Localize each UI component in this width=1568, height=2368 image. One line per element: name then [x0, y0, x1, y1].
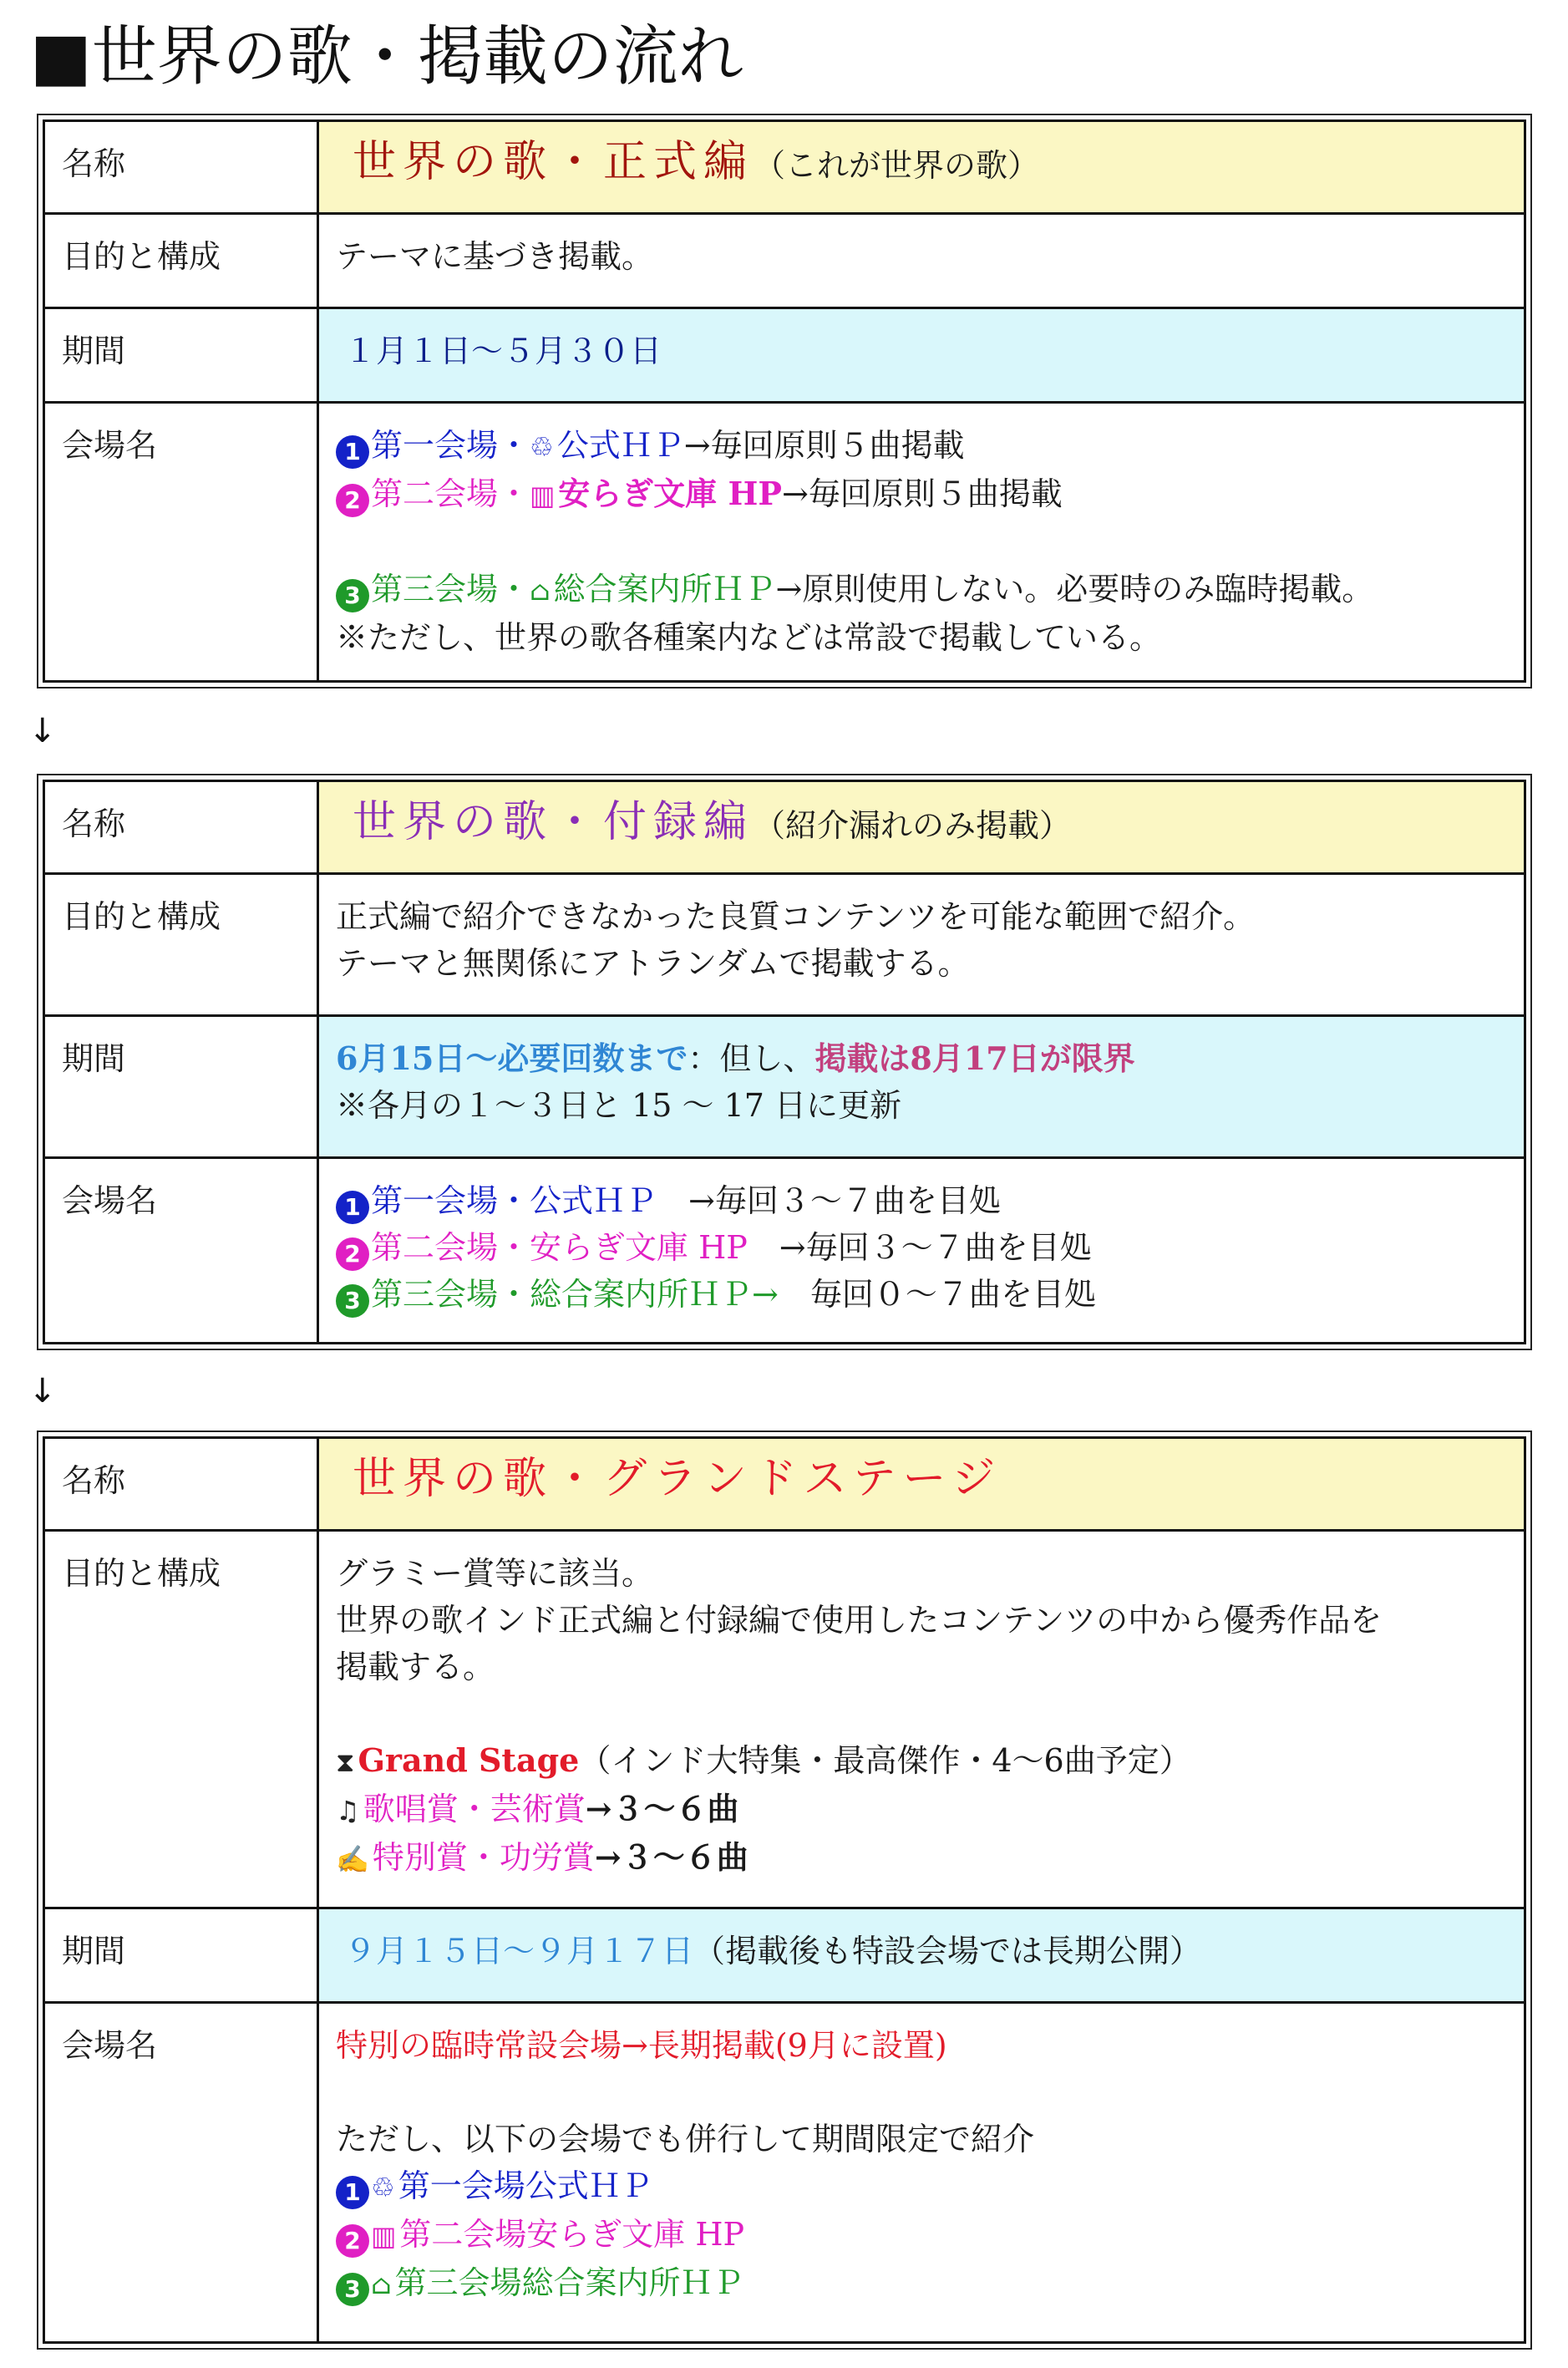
singers-icon: ♫ — [336, 1795, 360, 1827]
number-badge: 3 — [336, 2273, 369, 2306]
period-text: １月１日～５月３０日 — [344, 333, 662, 369]
table-row — [44, 874, 1525, 1016]
venue-value — [318, 2003, 1525, 2343]
venue-name: 第一会場公式ＨＰ — [398, 2167, 652, 2204]
venue-line-3 — [336, 566, 1524, 614]
venue-rule: →毎回３～７曲を目処 — [657, 1182, 1001, 1219]
table-row — [44, 2003, 1525, 2343]
section-title: 世界の歌・グランドステージ — [353, 1454, 1002, 1504]
period-value — [318, 1908, 1525, 2003]
official-table — [43, 119, 1526, 683]
row-label: 期間 — [44, 1016, 318, 1158]
number-badge: 1 — [336, 435, 369, 469]
row-label: 名称 — [44, 1438, 318, 1531]
award-count: →３～６曲 — [585, 1790, 739, 1827]
table-row — [44, 1016, 1525, 1158]
purpose-line: 世界の歌インド正式編と付録編で使用したコンテンツの中から優秀作品を — [336, 1602, 1383, 1639]
name-value — [318, 781, 1525, 874]
row-label: 名称 — [44, 121, 318, 214]
grand-stage-table — [43, 1436, 1526, 2344]
section-title: 世界の歌・付録編 — [353, 797, 754, 847]
appendix-table — [43, 780, 1526, 1344]
name-value — [318, 121, 1525, 214]
period-paren: （掲載後も特設会場では長期公開） — [693, 1933, 1202, 1969]
house-icon: ⌂ — [371, 2269, 392, 2300]
venue-name: 第二会場・安らぎ文庫 HP — [371, 1229, 748, 1266]
period-start: 6月15日～必要回数まで — [336, 1039, 688, 1077]
row-label: 会場名 — [44, 1158, 318, 1344]
writing-hand-icon: ✍ — [336, 1843, 369, 1875]
section-title: 世界の歌・正式編 — [353, 137, 754, 187]
venue-site: 総合案内所ＨＰ — [553, 571, 776, 607]
venue-line-2 — [336, 1224, 1524, 1271]
award-count: →３～６曲 — [594, 1838, 748, 1876]
purpose-line: 正式編で紹介できなかった良質コンテンツを可能な範囲で紹介。 — [336, 898, 1256, 935]
row-label: 会場名 — [44, 403, 318, 682]
venue-rule: 毎回０～７曲を目処 — [778, 1276, 1096, 1313]
grand-stage-line — [336, 1737, 1524, 1786]
venue-name: 第三会場・総合案内所ＨＰ→ — [371, 1276, 779, 1313]
section-grand-stage — [37, 1430, 1532, 2350]
venue-line-1 — [336, 422, 1524, 470]
row-label: 名称 — [44, 781, 318, 874]
number-badge: 2 — [336, 1237, 369, 1271]
period-value — [318, 1016, 1525, 1158]
purpose-line: グラミー賞等に該当。 — [336, 1555, 654, 1592]
venue-name: 第一会場・公式ＨＰ — [371, 1182, 657, 1219]
row-label: 目的と構成 — [44, 874, 318, 1016]
venue-note: ただし、以下の会場でも併行して期間限定で紹介 — [336, 2121, 1035, 2157]
flow-arrow: ↓ — [28, 712, 57, 750]
section-appendix — [37, 774, 1532, 1350]
venue-note: ※ただし、世界の歌各種案内などは常設で掲載している。 — [336, 619, 1162, 656]
table-row — [44, 1158, 1525, 1344]
table-row — [44, 121, 1525, 214]
purpose-value — [318, 1531, 1525, 1908]
venue-rule: →毎回３～７曲を目処 — [747, 1229, 1092, 1266]
page-title: ■世界の歌・掲載の流れ — [30, 19, 743, 94]
name-value — [318, 1438, 1525, 1531]
number-badge: 2 — [336, 484, 369, 517]
venue-special: 特別の臨時常設会場→長期掲載(9月に設置) — [336, 2027, 947, 2064]
row-label: 期間 — [44, 1908, 318, 2003]
venue-name: 第二会場・ — [371, 475, 530, 512]
award-name: 特別賞・功労賞 — [372, 1839, 595, 1876]
row-label: 会場名 — [44, 2003, 318, 2343]
table-row — [44, 1908, 1525, 2003]
venue-value — [318, 403, 1525, 682]
table-row — [44, 1438, 1525, 1531]
period-text: ９月１５日～９月１７日 — [344, 1933, 694, 1969]
period-join: ：但し、 — [688, 1040, 815, 1077]
number-badge: 2 — [336, 2224, 369, 2258]
purpose-value: テーマに基づき掲載。 — [318, 214, 1525, 308]
venue-line-2 — [336, 470, 1524, 519]
book-icon: ▥ — [371, 2220, 397, 2252]
section-official — [37, 114, 1532, 689]
table-row — [44, 308, 1525, 403]
award-line-2 — [336, 1834, 1524, 1883]
award-name: 歌唱賞・芸術賞 — [363, 1791, 586, 1827]
number-badge: 1 — [336, 2176, 369, 2209]
venue-name: 第一会場・ — [371, 427, 530, 464]
table-row — [44, 781, 1525, 874]
period-line — [336, 1035, 1524, 1082]
table-row — [44, 403, 1525, 682]
purpose-line: テーマと無関係にアトランダムで掲載する。 — [336, 945, 970, 982]
row-label: 目的と構成 — [44, 1531, 318, 1908]
venue-line-3 — [336, 1271, 1524, 1318]
period-value — [318, 308, 1525, 403]
section-title-paren: （紹介漏れのみ掲載） — [754, 807, 1072, 844]
period-note: ※各月の１～３日と 15 ～ 17 日に更新 — [336, 1087, 902, 1124]
grand-stage-detail: （インド大特集・最高傑作・4～6曲予定） — [579, 1742, 1191, 1779]
purpose-line: 掲載する。 — [336, 1649, 495, 1685]
venue-name: 第三会場・ — [371, 571, 530, 607]
recycle-icon: ♲ — [371, 2172, 395, 2203]
house-icon: ⌂ — [530, 575, 551, 607]
venue-rule: →原則使用しない。必要時のみ臨時掲載。 — [775, 571, 1374, 607]
book-icon: ▥ — [530, 480, 556, 511]
number-badge: 1 — [336, 1191, 369, 1224]
venue-name: 第三会場総合案内所ＨＰ — [394, 2264, 744, 2301]
table-row — [44, 214, 1525, 308]
number-badge: 3 — [336, 579, 369, 612]
venue-line-3 — [336, 2259, 1524, 2308]
number-badge: 3 — [336, 1284, 369, 1318]
section-title-paren: （これが世界の歌） — [754, 147, 1040, 184]
recycle-icon: ♲ — [530, 431, 554, 463]
venue-name: 第二会場安らぎ文庫 HP — [399, 2216, 745, 2253]
award-line-1 — [336, 1786, 1524, 1834]
venue-rule: →毎回原則５曲掲載 — [683, 427, 965, 464]
venue-rule: →毎回原則５曲掲載 — [781, 475, 1063, 512]
flow-arrow: ↓ — [28, 1372, 57, 1410]
hourglass-icon: ⧗ — [336, 1746, 355, 1778]
grand-stage-title: Grand Stage — [358, 1741, 580, 1779]
venue-line-1 — [336, 1177, 1524, 1224]
purpose-value — [318, 874, 1525, 1016]
venue-site: 公式ＨＰ — [556, 427, 684, 464]
table-row — [44, 1531, 1525, 1908]
venue-line-2 — [336, 2211, 1524, 2259]
period-limit: 掲載は8月17日が限界 — [814, 1039, 1135, 1077]
venue-site: 安らぎ文庫 HP — [558, 475, 782, 512]
row-label: 目的と構成 — [44, 214, 318, 308]
venue-value — [318, 1158, 1525, 1344]
row-label: 期間 — [44, 308, 318, 403]
venue-line-1 — [336, 2162, 1524, 2211]
